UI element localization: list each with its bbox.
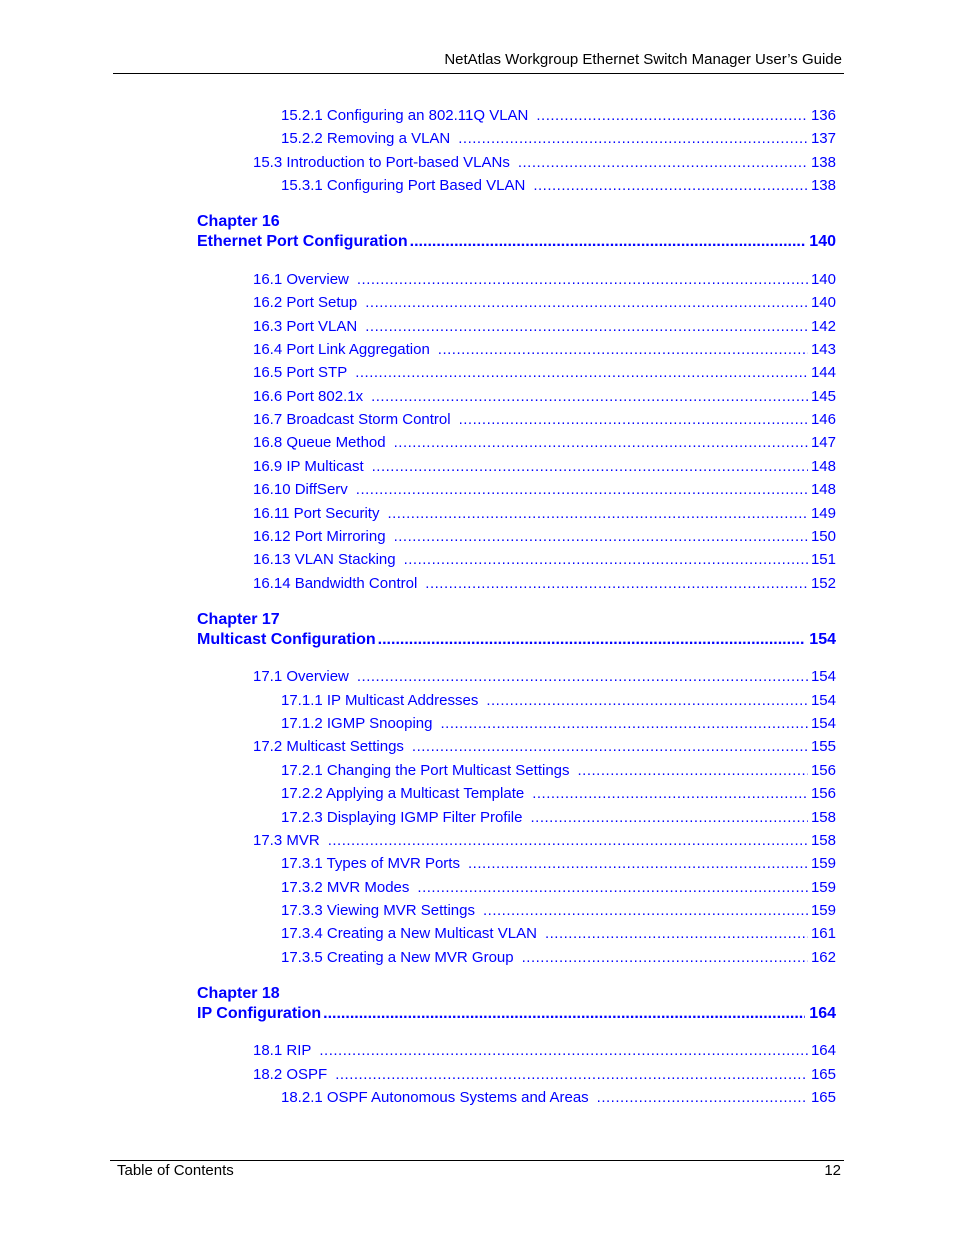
toc-entry[interactable]	[253, 481, 836, 501]
toc-entry-page: 165	[810, 1066, 836, 1083]
toc-entry-page: 151	[810, 551, 836, 568]
toc-entry-page: 156	[810, 785, 836, 802]
toc-entry[interactable]	[253, 1042, 836, 1062]
toc-entry[interactable]	[253, 411, 836, 431]
chapter-label[interactable]: Chapter 17	[197, 611, 280, 628]
toc-entry-page: 140	[810, 294, 836, 311]
toc-entry-title: 17.1.2 IGMP Snooping	[281, 715, 433, 732]
leader-dots	[355, 364, 808, 381]
toc-entry[interactable]	[281, 107, 836, 127]
leader-dots	[459, 411, 808, 428]
leader-dots	[518, 154, 808, 171]
toc-entry[interactable]	[253, 458, 836, 478]
toc-entry-page: 147	[810, 434, 836, 451]
running-header: NetAtlas Workgroup Ethernet Switch Manager User’s Guide	[444, 51, 842, 68]
toc-entry[interactable]	[281, 809, 836, 829]
toc-entry[interactable]	[253, 575, 836, 595]
leader-dots	[357, 668, 808, 685]
toc-entry[interactable]	[281, 762, 836, 782]
toc-entry[interactable]	[253, 738, 836, 758]
toc-entry-page: 137	[810, 130, 836, 147]
toc-entry-title: 15.3.1 Configuring Port Based VLAN	[281, 177, 526, 194]
chapter-entry[interactable]	[197, 233, 836, 251]
toc-entry-title: 17.2 Multicast Settings	[253, 738, 404, 755]
toc-entry-page: 159	[810, 879, 836, 896]
toc-entry-page: 159	[810, 902, 836, 919]
toc-entry-title: 17.1 Overview	[253, 668, 349, 685]
leader-dots	[365, 318, 808, 335]
toc-entry-title: 16.10 DiffServ	[253, 481, 348, 498]
toc-entry-page: 154	[810, 668, 836, 685]
leader-dots	[545, 925, 808, 942]
chapter-title: IP Configuration	[197, 1005, 322, 1022]
toc-entry-page: 136	[810, 107, 836, 124]
toc-entry-title: 16.2 Port Setup	[253, 294, 358, 311]
toc-entry[interactable]	[253, 668, 836, 688]
toc-entry-title: 17.3 MVR	[253, 832, 320, 849]
toc-entry[interactable]	[253, 551, 836, 571]
leader-dots	[531, 809, 808, 826]
toc-entry-page: 148	[810, 458, 836, 475]
toc-entry-page: 138	[810, 177, 836, 194]
toc-entry[interactable]	[281, 785, 836, 805]
toc-entry-page: 152	[810, 575, 836, 592]
toc-entry-title: 16.9 IP Multicast	[253, 458, 364, 475]
leader-dots	[357, 271, 808, 288]
leader-dots	[371, 388, 808, 405]
page-number: 12	[824, 1162, 841, 1179]
leader-dots	[365, 294, 808, 311]
toc-entry-title: 16.8 Queue Method	[253, 434, 386, 451]
toc-entry-page: 150	[810, 528, 836, 545]
header-rule	[113, 73, 844, 74]
toc-entry-title: 17.2.1 Changing the Port Multicast Settings	[281, 762, 570, 779]
leader-dots	[412, 738, 808, 755]
leader-dots	[410, 233, 806, 251]
leader-dots	[394, 528, 808, 545]
toc-entry-page: 159	[810, 855, 836, 872]
leader-dots	[404, 551, 808, 568]
toc-entry-title: 16.3 Port VLAN	[253, 318, 358, 335]
toc-entry-title: 16.11 Port Security	[253, 505, 380, 522]
toc-entry-title: 16.14 Bandwidth Control	[253, 575, 418, 592]
chapter-page: 140	[809, 233, 836, 250]
leader-dots	[536, 107, 808, 124]
toc-entry-title: 17.2.3 Displaying IGMP Filter Profile	[281, 809, 523, 826]
leader-dots	[468, 855, 808, 872]
footer-section: Table of Contents	[117, 1162, 234, 1179]
toc-entry[interactable]	[281, 130, 836, 150]
toc-entry[interactable]	[281, 879, 836, 899]
toc-entry-page: 138	[810, 154, 836, 171]
toc-entry-page: 154	[810, 715, 836, 732]
toc-entry[interactable]	[281, 925, 836, 945]
leader-dots	[387, 505, 808, 522]
chapter-page: 154	[809, 631, 836, 648]
toc-entry-page: 164	[810, 1042, 836, 1059]
leader-dots	[533, 177, 808, 194]
toc-entry-title: 15.3 Introduction to Port-based VLANs	[253, 154, 510, 171]
leader-dots	[425, 575, 808, 592]
toc-entry[interactable]	[253, 364, 836, 384]
leader-dots	[335, 1066, 808, 1083]
toc-entry-title: 16.13 VLAN Stacking	[253, 551, 396, 568]
toc-entry-title: 17.3.2 MVR Modes	[281, 879, 410, 896]
toc-entry-title: 16.12 Port Mirroring	[253, 528, 386, 545]
toc-entry-title: 17.3.3 Viewing MVR Settings	[281, 902, 475, 919]
chapter-label[interactable]: Chapter 18	[197, 985, 280, 1002]
toc-entry-title: 16.7 Broadcast Storm Control	[253, 411, 451, 428]
toc-entry[interactable]	[281, 949, 836, 969]
toc-entry-page: 161	[810, 925, 836, 942]
toc-entry-page: 156	[810, 762, 836, 779]
toc-entry[interactable]	[253, 294, 836, 314]
leader-dots	[486, 692, 808, 709]
toc-entry-page: 146	[810, 411, 836, 428]
toc-entry-title: 18.2 OSPF	[253, 1066, 328, 1083]
toc-entry[interactable]	[253, 271, 836, 291]
toc-entry[interactable]	[253, 154, 836, 174]
toc-entry-title: 17.3.4 Creating a New Multicast VLAN	[281, 925, 537, 942]
toc-entry[interactable]	[253, 388, 836, 408]
toc-entry-page: 158	[810, 832, 836, 849]
toc-entry-page: 149	[810, 505, 836, 522]
leader-dots	[483, 902, 808, 919]
toc-entry-title: 18.2.1 OSPF Autonomous Systems and Areas	[281, 1089, 589, 1106]
leader-dots	[328, 832, 808, 849]
toc-entry-page: 148	[810, 481, 836, 498]
toc-entry[interactable]	[281, 177, 836, 197]
toc-entry-page: 154	[810, 692, 836, 709]
leader-dots	[522, 949, 808, 966]
toc-entry-page: 142	[810, 318, 836, 335]
toc-entry-title: 17.3.5 Creating a New MVR Group	[281, 949, 514, 966]
chapter-page: 164	[809, 1005, 836, 1022]
toc-entry-title: 17.2.2 Applying a Multicast Template	[281, 785, 525, 802]
toc-entry-page: 162	[810, 949, 836, 966]
leader-dots	[417, 879, 808, 896]
leader-dots	[597, 1089, 808, 1106]
toc-entry[interactable]	[253, 528, 836, 548]
toc-entry-title: 16.1 Overview	[253, 271, 349, 288]
leader-dots	[323, 1005, 805, 1023]
toc-entry[interactable]	[253, 318, 836, 338]
toc-entry-page: 165	[810, 1089, 836, 1106]
toc-entry[interactable]	[253, 434, 836, 454]
toc-entry-page: 155	[810, 738, 836, 755]
toc-entry-title: 15.2.1 Configuring an 802.11Q VLAN	[281, 107, 529, 124]
toc-entry-page: 143	[810, 341, 836, 358]
toc-entry[interactable]	[253, 832, 836, 852]
leader-dots	[441, 715, 808, 732]
toc-entry-page: 145	[810, 388, 836, 405]
leader-dots	[438, 341, 808, 358]
chapter-title: Ethernet Port Configuration	[197, 233, 408, 250]
chapter-title: Multicast Configuration	[197, 631, 376, 648]
footer-rule	[110, 1160, 844, 1161]
leader-dots	[319, 1042, 808, 1059]
leader-dots	[578, 762, 808, 779]
leader-dots	[378, 631, 806, 649]
toc-entry-title: 15.2.2 Removing a VLAN	[281, 130, 451, 147]
toc-entry-title: 17.1.1 IP Multicast Addresses	[281, 692, 479, 709]
chapter-entry[interactable]	[197, 1005, 836, 1023]
toc-entry[interactable]	[281, 1089, 836, 1109]
leader-dots	[372, 458, 808, 475]
leader-dots	[394, 434, 808, 451]
toc-entry[interactable]	[253, 341, 836, 361]
leader-dots	[458, 130, 808, 147]
toc-entry-title: 16.6 Port 802.1x	[253, 388, 364, 405]
toc-entry-page: 140	[810, 271, 836, 288]
leader-dots	[532, 785, 808, 802]
toc-entry[interactable]	[281, 715, 836, 735]
chapter-label[interactable]: Chapter 16	[197, 213, 280, 230]
toc-entry-title: 16.4 Port Link Aggregation	[253, 341, 430, 358]
toc-entry-page: 144	[810, 364, 836, 381]
toc-entry[interactable]	[281, 855, 836, 875]
toc-entry-title: 17.3.1 Types of MVR Ports	[281, 855, 460, 872]
toc-entry-title: 16.5 Port STP	[253, 364, 348, 381]
toc-entry[interactable]	[281, 692, 836, 712]
toc-entry[interactable]	[253, 1066, 836, 1086]
toc-entry-page: 158	[810, 809, 836, 826]
toc-entry[interactable]	[281, 902, 836, 922]
toc-entry[interactable]	[253, 505, 836, 525]
chapter-entry[interactable]	[197, 631, 836, 649]
toc-entry-title: 18.1 RIP	[253, 1042, 312, 1059]
leader-dots	[356, 481, 808, 498]
